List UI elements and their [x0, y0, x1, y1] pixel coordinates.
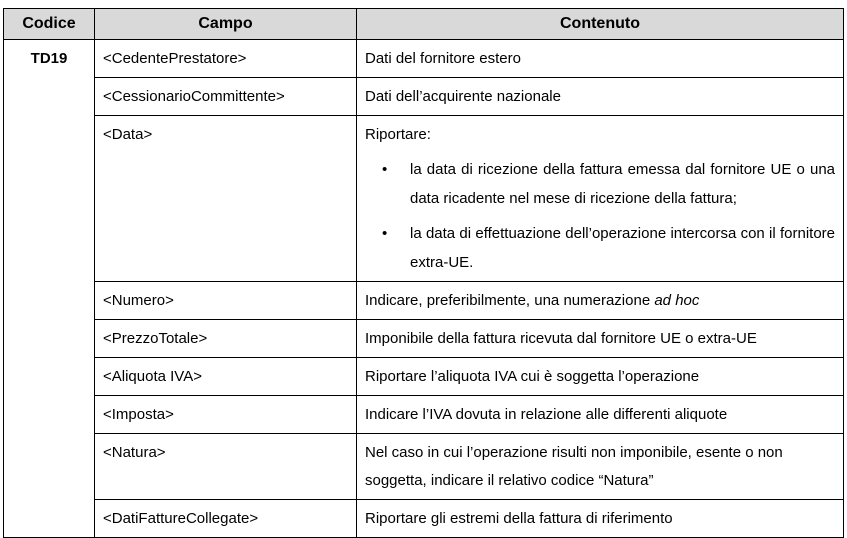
contenuto-cell: Riportare l’aliquota IVA cui è soggetta l’operazione: [357, 358, 844, 396]
campo-cell: <CedentePrestatore>: [95, 40, 357, 78]
header-codice: Codice: [4, 9, 95, 40]
header-contenuto: Contenuto: [357, 9, 844, 40]
contenuto-cell: Dati dell’acquirente nazionale: [357, 78, 844, 116]
table-row: [4, 434, 844, 500]
table-row: [4, 282, 844, 320]
campo-cell: <PrezzoTotale>: [95, 320, 357, 358]
td19-fields-table: [3, 8, 844, 538]
header-row: [4, 9, 844, 40]
code-cell: TD19: [4, 40, 95, 538]
contenuto-cell: Imponibile della fattura ricevuta dal fornitore UE o extra-UE: [357, 320, 844, 358]
table-row: [4, 116, 844, 282]
table-row: [4, 396, 844, 434]
campo-cell: <Data>: [95, 116, 357, 282]
contenuto-text: Indicare, preferibilmente, una numerazione: [365, 292, 655, 309]
table-row: [4, 40, 844, 78]
campo-cell: <Natura>: [95, 434, 357, 500]
bullet-item: • la data di effettuazione dell’operazione intercorsa con il fornitore extra-UE.: [365, 219, 835, 277]
contenuto-cell: Nel caso in cui l’operazione risulti non imponibile, esente o non soggetta, indicare il relativo codice “Natura”: [357, 434, 844, 500]
campo-cell: <Numero>: [95, 282, 357, 320]
table-row: [4, 320, 844, 358]
contenuto-italic: ad hoc: [654, 292, 700, 309]
contenuto-cell: Dati del fornitore estero: [357, 40, 844, 78]
table-row: [4, 358, 844, 396]
campo-cell: <Imposta>: [95, 396, 357, 434]
table-row: [4, 500, 844, 538]
contenuto-cell: [357, 116, 844, 282]
contenuto-cell: Indicare l’IVA dovuta in relazione alle differenti aliquote: [357, 396, 844, 434]
campo-cell: <Aliquota IVA>: [95, 358, 357, 396]
campo-cell: <DatiFattureCollegate>: [95, 500, 357, 538]
campo-cell: <CessionarioCommittente>: [95, 78, 357, 116]
contenuto-cell: [357, 282, 844, 320]
header-campo: Campo: [95, 9, 357, 40]
table-row: [4, 78, 844, 116]
bullet-item: • la data di ricezione della fattura emessa dal fornitore UE o una data ricadente nel mese di ricezione della fattura;: [365, 155, 835, 213]
contenuto-cell: Riportare gli estremi della fattura di riferimento: [357, 500, 844, 538]
bullet-list: [365, 155, 835, 277]
contenuto-intro: Riportare:: [365, 126, 431, 143]
